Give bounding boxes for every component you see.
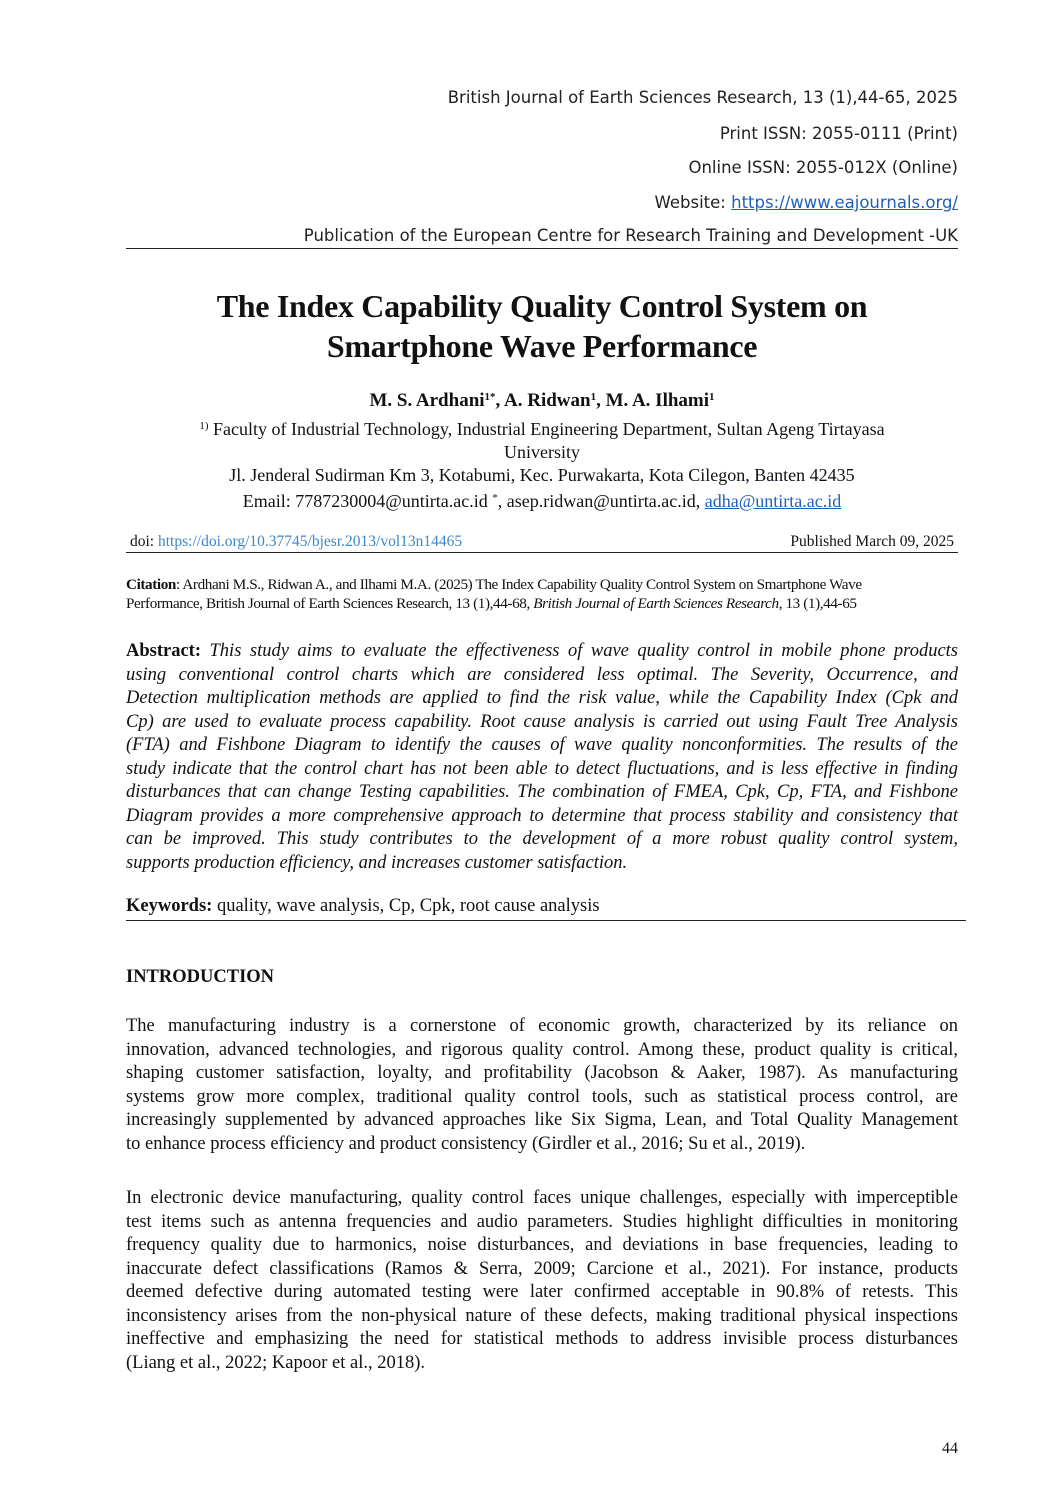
print-issn: Print ISSN: 2055-0111 (Print) <box>719 124 958 143</box>
citation-line <box>126 594 958 613</box>
abstract-line: disturbances that can change Testing capabilities. The combination of FMEA, Cpk, Cp, FTA, and Fishbone <box>126 782 958 802</box>
author-sup: 1 <box>590 391 597 403</box>
page-number: 44 <box>942 1440 958 1457</box>
paragraph-line: test items such as antenna frequencies and audio parameters. Studies highlight difficulties in monitoring <box>126 1211 958 1232</box>
affiliation-sup: 1) <box>199 420 209 432</box>
paragraph-line: innovation, advanced technologies, and rigorous quality control. Among these, product quality is critical, <box>126 1039 958 1060</box>
email-text: Email: 7787230004@untirta.ac.id <box>242 491 493 511</box>
website-label: Website: <box>654 193 726 212</box>
paragraph-line: frequency quality due to harmonics, noise disturbances, and deviations in base frequencies, leading to <box>126 1235 958 1255</box>
abstract-line: Detection multiplication methods are applied to find the risk value, while the Capability Index (Cpk and <box>126 688 958 708</box>
journal-line: British Journal of Earth Sciences Research, 13 (1),44-65, 2025 <box>447 88 958 107</box>
paragraph-line: shaping customer satisfaction, loyalty, and profitability (Jacobson & Aaker, 1987). As manufacturing <box>126 1063 958 1083</box>
title-line: The Index Capability Quality Control System on <box>216 288 868 324</box>
abstract-text: This study aims to evaluate the effectiveness of wave quality control in mobile phone products <box>201 641 958 661</box>
keywords-label: Keywords: <box>126 896 213 916</box>
affiliation-block <box>126 415 958 513</box>
website-line <box>655 193 958 212</box>
citation-text: , 13 (1),44-65 <box>778 595 857 612</box>
paragraph-line: systems grow more complex, traditional quality control tools, such as statistical process control, are <box>126 1086 958 1107</box>
keywords-line <box>126 896 966 921</box>
address-line: Jl. Jenderal Sudirman Km 3, Kotabumi, Kec. Purwakarta, Kota Cilegon, Banten 42435 <box>229 465 855 485</box>
paper-title <box>126 286 958 366</box>
author-name: M. S. Ardhani <box>369 390 485 411</box>
paragraph-line: In electronic device manufacturing, quality control faces unique challenges, especially with imperceptible <box>126 1188 958 1208</box>
author-name: M. A. Ilhami <box>605 390 710 411</box>
title-line: Smartphone Wave Performance <box>326 328 758 364</box>
section-heading: INTRODUCTION <box>126 967 275 987</box>
paragraph-line: increasingly supplemented by advanced approaches like Six Sigma, Lean, and Total Quality Management <box>126 1110 958 1130</box>
email-text: , asep.ridwan@untirta.ac.id, <box>497 491 705 511</box>
abstract-line: (FTA) and Fishbone Diagram to identify the causes of wave quality nonconformities. The results of the <box>126 735 958 755</box>
publication-line: Publication of the European Centre for Research Training and Development -UK <box>126 226 958 249</box>
abstract-line: study indicate that the control chart has not been able to detect fluctuations, and is less effective in finding <box>126 758 958 779</box>
citation-journal: British Journal of Earth Sciences Research <box>533 595 779 612</box>
keywords-text: quality, wave analysis, Cp, Cpk, root cause analysis <box>212 896 600 916</box>
doi-link[interactable]: https://doi.org/10.37745/bjesr.2013/vol13n14465 <box>158 533 463 550</box>
doi <box>130 533 462 551</box>
abstract-line <box>126 640 958 664</box>
online-issn: Online ISSN: 2055-012X (Online) <box>688 158 958 177</box>
author-sep: , <box>495 390 504 411</box>
abstract-line: using conventional control charts which are considered less optimal. The Severity, Occurrence, and <box>126 664 958 685</box>
affiliation-line <box>126 415 958 441</box>
paragraph-line: to enhance process efficiency and product consistency (Girdler et al., 2016; Su et al., 2019). <box>126 1133 806 1154</box>
author-sep: , <box>596 390 606 411</box>
abstract-block <box>126 640 958 875</box>
citation-text: Performance, British Journal of Earth Sciences Research, 13 (1),44-68, <box>126 595 534 612</box>
abstract-line: Cp) are used to evaluate process capability. Root cause analysis is carried out using Fault Tree Analysis <box>126 711 958 732</box>
abstract-line: Diagram provides a more comprehensive approach to determine that process stability and consistency that <box>126 805 958 826</box>
abstract-line: supports production efficiency, and increases customer satisfaction. <box>126 852 628 873</box>
citation-label: Citation <box>126 576 176 593</box>
email-link[interactable]: adha@untirta.ac.id <box>704 491 842 511</box>
published-date: Published March 09, 2025 <box>790 533 954 550</box>
email-sup: * <box>492 492 498 504</box>
paragraph-line: ineffective and emphasizing the need for statistical methods to address invisible process disturbances <box>126 1329 958 1349</box>
paragraph-line: inaccurate defect classifications (Ramos & Serra, 2009; Carcione et al., 2021). For instance, products <box>126 1258 958 1279</box>
email-line <box>126 487 958 513</box>
paragraph <box>126 1187 958 1375</box>
doi-label: doi: <box>130 533 158 550</box>
citation-block <box>126 575 958 613</box>
paragraph-line: inconsistency arises from the non-physical nature of these defects, making traditional physical inspections <box>126 1305 958 1326</box>
affiliation-line: University <box>504 442 580 462</box>
paragraph-line: (Liang et al., 2022; Kapoor et al., 2018). <box>126 1352 425 1373</box>
paragraph-line: The manufacturing industry is a cornerstone of economic growth, characterized by its reliance on <box>126 1016 958 1036</box>
paragraph <box>126 1015 958 1156</box>
author-sup: 1 <box>709 391 715 403</box>
doi-row <box>126 531 958 553</box>
citation-line <box>126 575 958 594</box>
abstract-line: can be improved. This study contributes to the development of a more robust quality control system, <box>126 829 958 849</box>
author-sup: 1* <box>484 391 496 403</box>
author-list <box>126 390 958 412</box>
website-link[interactable]: https://www.eajournals.org/ <box>731 193 958 212</box>
abstract-label: Abstract: <box>126 641 202 661</box>
citation-text: : Ardhani M.S., Ridwan A., and Ilhami M.A. (2025) The Index Capability Quality Control System on Smartphone Wave <box>175 576 862 593</box>
paragraph-line: deemed defective during automated testing were later confirmed acceptable in 90.8% of retests. This <box>126 1282 958 1302</box>
author-name: A. Ridwan <box>504 390 591 411</box>
affiliation-text: Faculty of Industrial Technology, Industrial Engineering Department, Sultan Ageng Tirtayasa <box>208 419 885 439</box>
